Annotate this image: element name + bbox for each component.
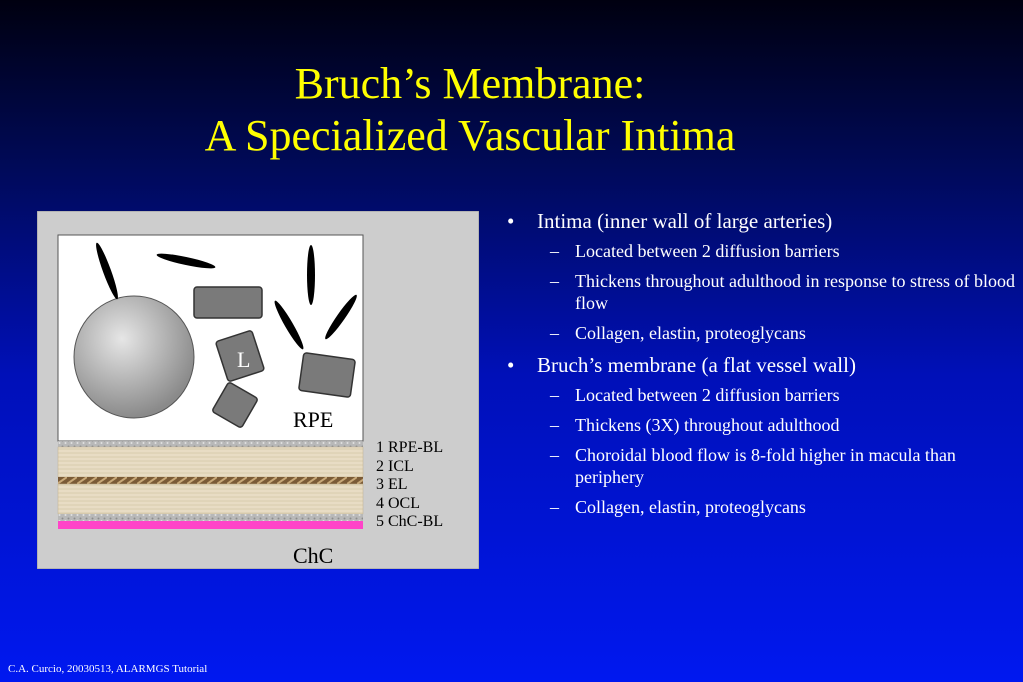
layer-label-2: 2 ICL	[376, 458, 414, 475]
lipid-label: L	[237, 347, 251, 372]
sub-bullet-text: Located between 2 diffusion barriers	[575, 241, 840, 261]
dash-marker: –	[550, 415, 559, 435]
bruchs-membrane-diagram	[37, 211, 479, 569]
bullet-marker: •	[507, 209, 515, 233]
sub-bullet	[507, 270, 1017, 314]
dash-marker: –	[550, 385, 559, 405]
dash-marker: –	[550, 497, 559, 517]
dash-marker: –	[550, 241, 559, 261]
sub-bullet-text: Collagen, elastin, proteoglycans	[575, 323, 806, 343]
bullet-list	[507, 208, 1017, 526]
bullet-marker: •	[507, 353, 515, 377]
bullet-bruchs	[507, 352, 1017, 378]
footer-credit: C.A. Curcio, 20030513, ALARMGS Tutorial	[8, 663, 208, 675]
sub-bullet	[507, 414, 1017, 436]
sub-bullet	[507, 384, 1017, 406]
bullet-text: Bruch’s membrane (a flat vessel wall)	[537, 353, 856, 377]
slide-title	[0, 58, 940, 162]
layer-icl	[58, 447, 363, 477]
title-line-2: A Specialized Vascular Intima	[204, 111, 736, 160]
sub-list-intima	[507, 240, 1017, 344]
sub-bullet-text: Located between 2 diffusion barriers	[575, 385, 840, 405]
sub-list-bruchs	[507, 384, 1017, 518]
sub-bullet-text: Collagen, elastin, proteoglycans	[575, 497, 806, 517]
dash-marker: –	[550, 445, 559, 465]
sub-bullet-text: Choroidal blood flow is 8-fold higher in macula than periphery	[575, 445, 956, 487]
lipid-droplet	[74, 296, 194, 418]
title-line-1: Bruch’s Membrane:	[294, 59, 646, 108]
sub-bullet	[507, 496, 1017, 518]
choroid-label: ChC	[293, 543, 334, 568]
layer-chc-bl	[58, 514, 363, 521]
choroid-endothelium	[58, 521, 363, 529]
melanosome-3	[307, 245, 315, 305]
layer-ocl	[58, 484, 363, 514]
diagram-svg	[37, 211, 479, 569]
layer-label-1: 1 RPE-BL	[376, 439, 444, 456]
inclusion-3	[299, 353, 356, 398]
sub-bullet-text: Thickens (3X) throughout adulthood	[575, 415, 840, 435]
sub-bullet	[507, 322, 1017, 344]
dash-marker: –	[550, 323, 559, 343]
bullet-text: Intima (inner wall of large arteries)	[537, 209, 833, 233]
rpe-label: RPE	[293, 407, 334, 432]
layer-label-3: 3 EL	[376, 476, 408, 493]
sub-bullet-text: Thickens throughout adulthood in response to stress of blood flow	[575, 271, 1015, 313]
layer-rpe-bl	[58, 441, 363, 447]
sub-bullet	[507, 240, 1017, 262]
layer-el	[58, 477, 363, 484]
bullet-intima	[507, 208, 1017, 234]
layer-label-4: 4 OCL	[376, 495, 420, 512]
sub-bullet	[507, 444, 1017, 488]
layer-label-5: 5 ChC-BL	[376, 513, 444, 530]
dash-marker: –	[550, 271, 559, 291]
inclusion-1	[194, 287, 262, 318]
